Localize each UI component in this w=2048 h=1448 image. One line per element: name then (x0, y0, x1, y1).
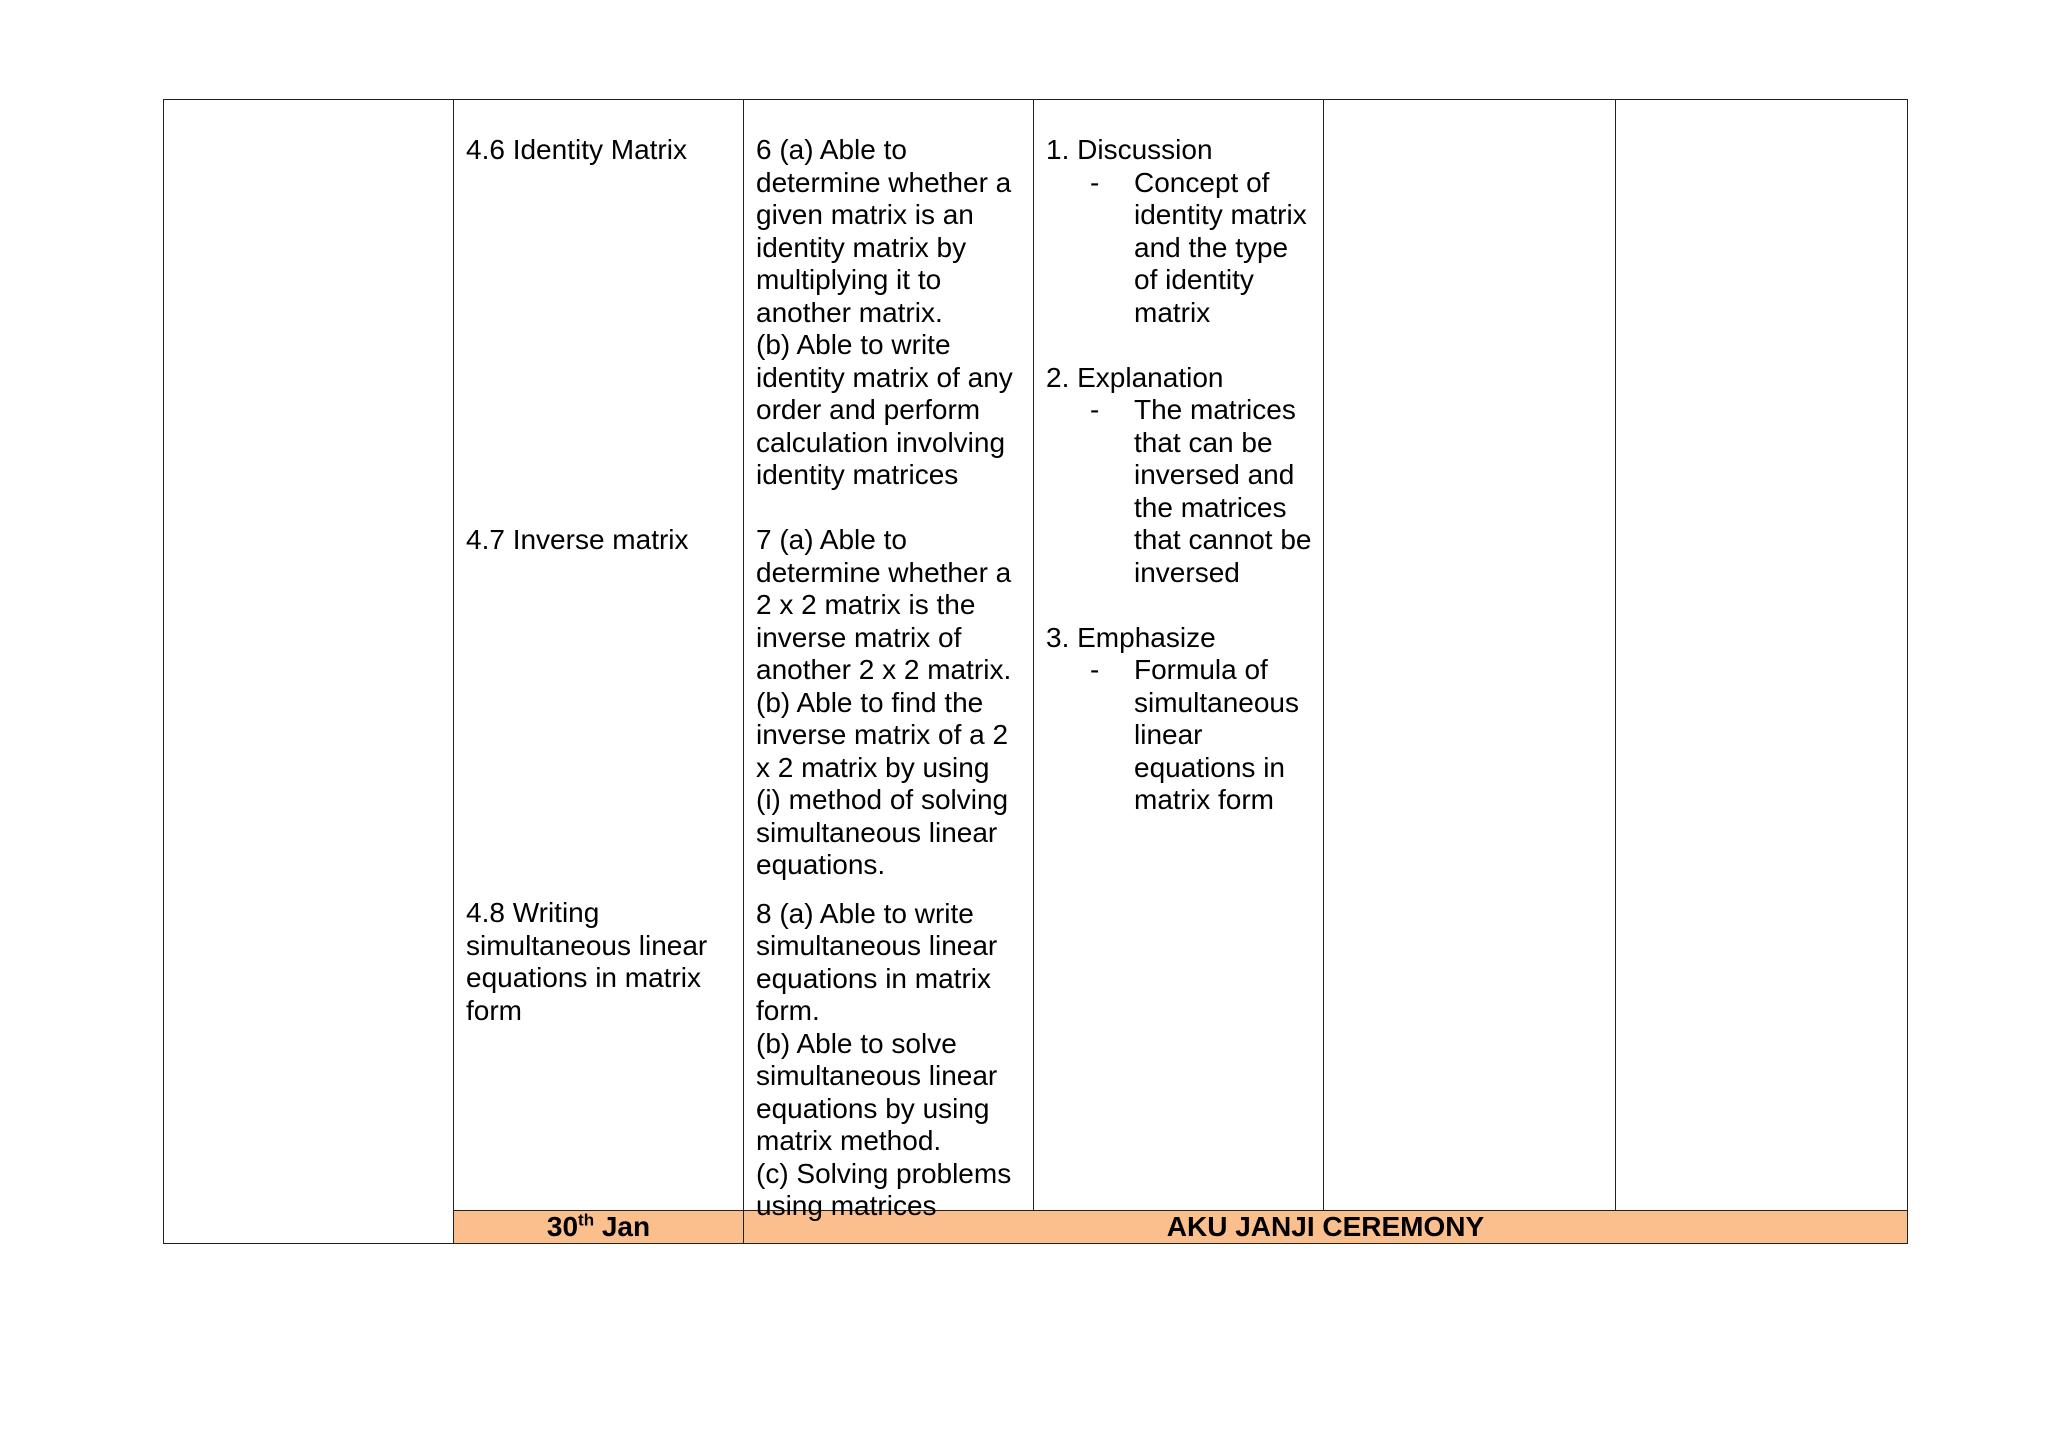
activity-item (1046, 622, 1313, 817)
activity-detail: Formula of simultaneous linear equations in matrix form (1134, 654, 1299, 815)
objective-text: (b) Able to find the inverse matrix of a 2 x 2 matrix by using (756, 686, 1009, 783)
topic-item: 4.7 Inverse matrix (466, 524, 689, 555)
objective-text: 8 (a) Able to write simultaneous linear equations in matrix form. (756, 897, 998, 1026)
activity-item (1046, 362, 1313, 590)
activity-detail: Concept of identity matrix and the type of identity matrix (1134, 166, 1307, 328)
activities-cell (1034, 100, 1324, 1211)
objectives-cell (744, 100, 1034, 1221)
date-day: 30 (546, 1211, 579, 1242)
activity-heading: 2. Explanation (1046, 361, 1224, 393)
event-title: AKU JANJI CEREMONY (1166, 1211, 1485, 1242)
empty-cell (1616, 100, 1908, 1211)
empty-cell (1324, 100, 1616, 1211)
activity-item (1046, 134, 1313, 329)
activity-detail: The matrices that can be inversed and the matrices that cannot be inversed (1134, 394, 1312, 588)
dash-bullet: - (1090, 654, 1100, 685)
activity-heading: 1. Discussion (1046, 134, 1213, 165)
activity-heading: 3. Emphasize (1046, 621, 1216, 653)
objective-text: (b) Able to write identity matrix of any order and perform calculation involving identity matrices (756, 329, 1013, 490)
dash-bullet: - (1090, 166, 1100, 198)
objective-text: 6 (a) Able to determine whether a given matrix is an identity matrix by multiplying it to another matrix. (756, 134, 1012, 328)
objective-text: 7 (a) Able to determine whether a 2 x 2 matrix is the inverse matrix of another 2 x 2 matrix. (756, 524, 1012, 685)
date-cell (454, 1211, 744, 1244)
activity-list (1046, 134, 1313, 817)
objective-text: (b) Able to solve simultaneous linear equations by using matrix method. (756, 1027, 998, 1156)
table-row (164, 100, 1908, 1211)
lesson-plan-table (163, 99, 1908, 1244)
week-cell (164, 100, 454, 1244)
objective-text: (i) method of solving simultaneous linear equations. (756, 784, 1009, 880)
date-month: Jan (594, 1211, 651, 1242)
dash-bullet: - (1090, 394, 1100, 425)
topic-item: 4.6 Identity Matrix (466, 134, 687, 165)
topic-item: 4.8 Writing simultaneous linear equations in matrix form (466, 897, 708, 1026)
date-suffix: th (578, 1210, 595, 1230)
topic-cell (454, 100, 744, 1211)
objective-text: (c) Solving problems using matrices (756, 1157, 1012, 1221)
